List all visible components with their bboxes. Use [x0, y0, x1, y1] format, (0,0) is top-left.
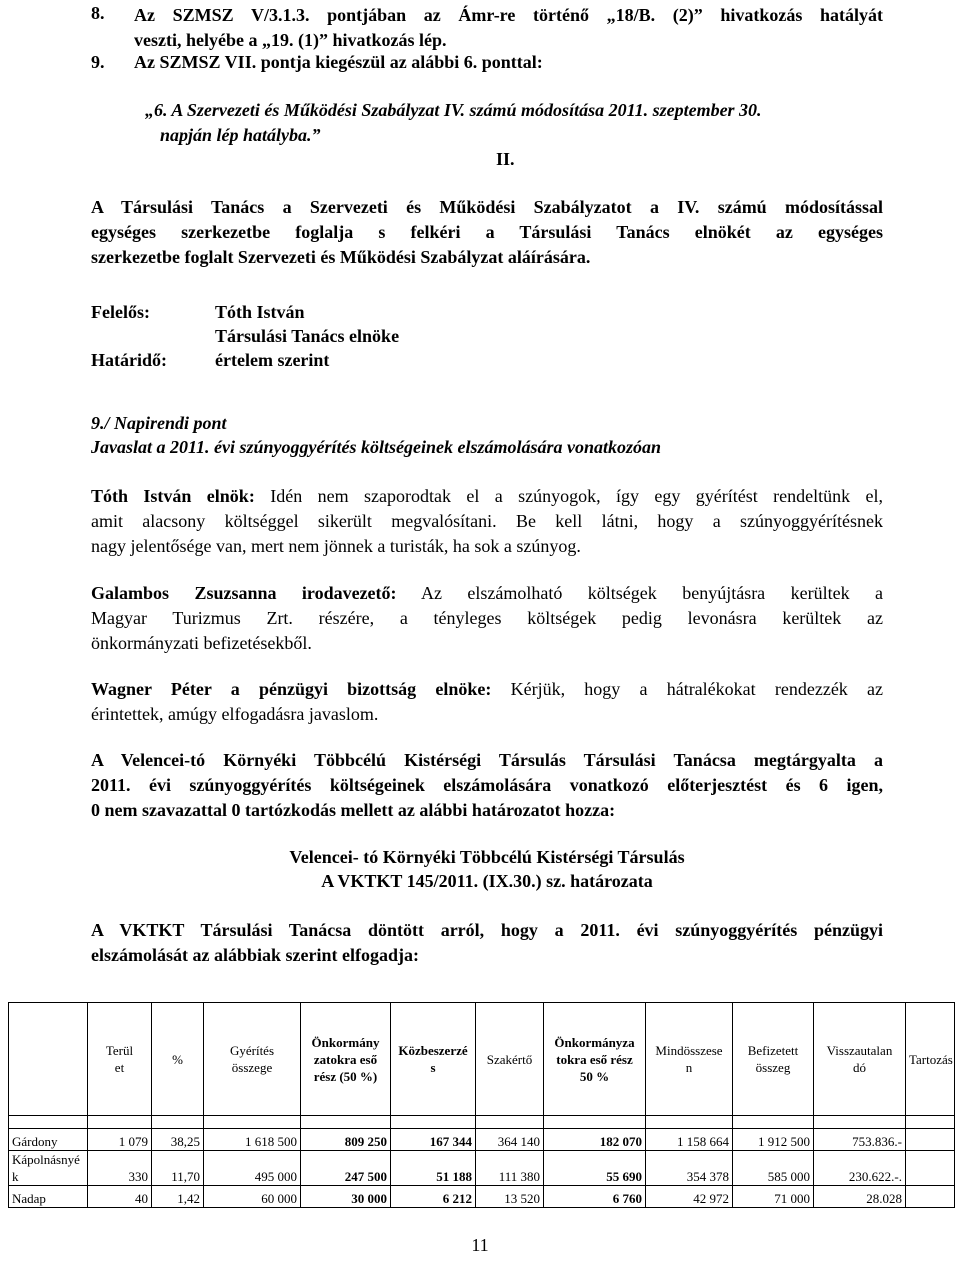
header-cell: [476, 1003, 544, 1116]
cell-percent: 11,70: [152, 1151, 204, 1186]
vote-line: A Velencei-tó Környéki Többcélú Kistérségi Társulás Társulási Tanácsa megtárgyalta a: [91, 750, 883, 770]
header-cell: [814, 1003, 906, 1116]
cell-paid: 1 912 500: [733, 1129, 814, 1151]
cell-municipal-share: 30 000: [301, 1186, 391, 1208]
cost-table: [8, 1002, 955, 1208]
vote-text: [91, 748, 883, 823]
cell-procurement: 167 344: [391, 1129, 476, 1151]
header-cell: [9, 1003, 88, 1116]
decision-title-line1: Velencei- tó Környéki Többcélú Kistérségi Társulás: [289, 847, 685, 867]
speech-line: érintettek, amúgy elfogadásra javaslom.: [91, 704, 379, 724]
cell-expert: 13 520: [476, 1186, 544, 1208]
table-row: [9, 1151, 955, 1186]
cell-debt: [906, 1151, 955, 1186]
speech-bizottsag: [91, 677, 883, 727]
deadline-label: Határidő:: [91, 350, 167, 370]
cell-percent: 38,25: [152, 1129, 204, 1151]
header-label: Közbeszerzé s: [398, 1043, 468, 1075]
speech-line: Magyar Turizmus Zrt. részére, a tényleges költségek pedig levonásra kerültek az: [91, 608, 883, 628]
header-label: Tartozás: [909, 1051, 953, 1067]
header-cell: [646, 1003, 733, 1116]
cell-paid: 585 000: [733, 1151, 814, 1186]
cell-expert: 364 140: [476, 1129, 544, 1151]
header-label: Gyérítés összege: [229, 1043, 275, 1075]
speech-line: Az elszámolható költségek benyújtásra kerültek a: [420, 583, 883, 603]
item-9-text: Az SZMSZ VII. pontja kiegészül az alábbi 6. ponttal:: [134, 52, 543, 72]
cell-settlement: Kápolnásnyé k: [9, 1151, 88, 1186]
header-label: Önkormány zatokra eső rész (50 %): [311, 1034, 380, 1084]
resolution-text: [91, 195, 883, 270]
item-8-line1: Az SZMSZ V/3.1.3. pontjában az Ámr-re történő „18/B. (2)” hivatkozás hatályát: [134, 5, 883, 25]
cell-debt: [906, 1186, 955, 1208]
cell-total: 42 972: [646, 1186, 733, 1208]
speech-elnok: [91, 484, 883, 559]
speech-line: önkormányzati befizetésekből.: [91, 633, 312, 653]
speech-line: Idén nem szaporodtak el a szúnyogok, így egy gyérítést rendeltünk el,: [270, 486, 884, 506]
cell-percent: 1,42: [152, 1186, 204, 1208]
header-cell: [301, 1003, 391, 1116]
header-label: %: [172, 1051, 183, 1067]
cell-refund: 230.622.-.: [814, 1151, 906, 1186]
header-label: Terül et: [105, 1043, 134, 1075]
cell-procurement: 51 188: [391, 1151, 476, 1186]
header-label: Visszautalan dó: [826, 1043, 893, 1075]
cell-total: 354 378: [646, 1151, 733, 1186]
header-cell: [204, 1003, 301, 1116]
header-cell: [391, 1003, 476, 1116]
agenda-subject: Javaslat a 2011. évi szúnyoggyérítés költségeinek elszámolására vonatkozóan: [91, 437, 661, 457]
header-label: Önkormányza tokra eső rész 50 %: [554, 1034, 635, 1084]
speaker-name: Wagner Péter a pénzügyi bizottság elnöke:: [91, 679, 492, 699]
cell-municipal-share: 247 500: [301, 1151, 391, 1186]
page-number: 11: [471, 1235, 489, 1255]
cell-paid: 71 000: [733, 1186, 814, 1208]
header-cell: [152, 1003, 204, 1116]
decision-text: [91, 918, 883, 968]
header-cell: [733, 1003, 814, 1116]
decision-title-line2: A VKTKT 145/2011. (IX.30.) sz. határozata: [321, 871, 653, 891]
decision-line2: elszámolását az alábbiak szerint elfogadja:: [91, 945, 419, 965]
quote-line1: „6. A Szervezeti és Működési Szabályzat IV. számú módosítása 2011. szeptember 30.: [145, 100, 762, 120]
cell-total: 1 158 664: [646, 1129, 733, 1151]
speaker-name: Tóth István elnök:: [91, 486, 255, 506]
table-header-row: [9, 1003, 955, 1116]
responsible-label: Felelős:: [91, 302, 150, 322]
item-9-number: 9.: [91, 52, 105, 72]
cell-refund: 753.836.-: [814, 1129, 906, 1151]
cell-area: 330: [88, 1151, 152, 1186]
cell-municipal-share-50: 6 760: [544, 1186, 646, 1208]
cell-area: 40: [88, 1186, 152, 1208]
cell-refund: 28.028: [814, 1186, 906, 1208]
speech-line: amit alacsony költséggel sikerült megvalósítani. Be kell látni, hogy a szúnyoggyérítésnek: [91, 511, 883, 531]
quote-line2: napján lép hatályba.”: [160, 125, 321, 145]
speech-irodavezeto: [91, 581, 883, 656]
cell-cost: 1 618 500: [204, 1129, 301, 1151]
table-spacer-row: [9, 1116, 955, 1129]
speaker-name: Galambos Zsuzsanna irodavezető:: [91, 583, 397, 603]
cell-municipal-share-50: 182 070: [544, 1129, 646, 1151]
table-row: [9, 1186, 955, 1208]
section-numeral: II.: [496, 149, 515, 169]
responsible-name: Tóth István: [215, 302, 305, 322]
table-row: [9, 1129, 955, 1151]
header-cell: [544, 1003, 646, 1116]
header-label: Szakértő: [486, 1051, 533, 1067]
cell-expert: 111 380: [476, 1151, 544, 1186]
resolution-line3: szerkezetbe foglalt Szervezeti és Működési Szabályzat aláírására.: [91, 247, 591, 267]
cell-municipal-share: 809 250: [301, 1129, 391, 1151]
cell-debt: [906, 1129, 955, 1151]
header-cell: [88, 1003, 152, 1116]
item-8-text: [134, 3, 883, 53]
cell-settlement: Nadap: [9, 1186, 88, 1208]
cell-area: 1 079: [88, 1129, 152, 1151]
agenda-heading: 9./ Napirendi pont: [91, 413, 227, 433]
cell-cost: 495 000: [204, 1151, 301, 1186]
decision-line1: A VKTKT Társulási Tanácsa döntött arról, hogy a 2011. évi szúnyoggyérítés pénzügyi: [91, 920, 883, 940]
header-label: Befizetett összeg: [747, 1043, 799, 1075]
cell-procurement: 6 212: [391, 1186, 476, 1208]
cell-settlement: Gárdony: [9, 1129, 88, 1151]
resolution-line2: egységes szerkezetbe foglalja s felkéri a Társulási Tanács elnökét az egységes: [91, 222, 883, 242]
cell-municipal-share-50: 55 690: [544, 1151, 646, 1186]
vote-line: 0 nem szavazattal 0 tartózkodás mellett az alábbi határozatot hozza:: [91, 800, 616, 820]
item-8-line2: veszti, helyébe a „19. (1)” hivatkozás lép.: [134, 30, 447, 50]
speech-line: nagy jelentősége van, mert nem jönnek a turisták, ha sok a szúnyog.: [91, 536, 581, 556]
vote-line: 2011. évi szúnyoggyérítés költségeinek elszámolására vonatkozó előterjesztést és 6 igen,: [91, 775, 883, 795]
deadline-value: értelem szerint: [215, 350, 330, 370]
responsible-title: Társulási Tanács elnöke: [215, 326, 400, 346]
header-label: Mindösszese n: [655, 1043, 723, 1075]
header-cell: [906, 1003, 955, 1116]
item-8-number: 8.: [91, 3, 105, 23]
resolution-line1: A Társulási Tanács a Szervezeti és Működési Szabályzatot a IV. számú módosítással: [91, 197, 883, 217]
speech-line: Kérjük, hogy a hátralékokat rendezzék az: [510, 679, 883, 699]
cell-cost: 60 000: [204, 1186, 301, 1208]
